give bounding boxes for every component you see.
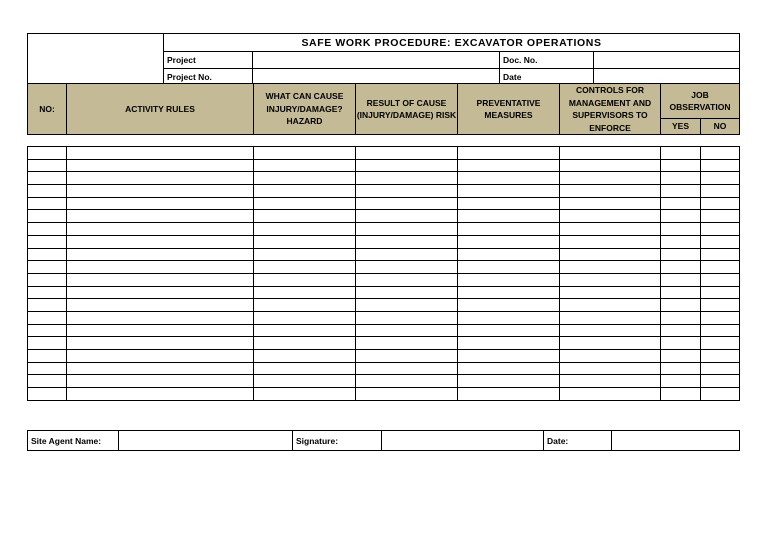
no-answer-cell[interactable] <box>701 223 740 236</box>
controls-cell[interactable] <box>560 197 661 210</box>
controls-cell[interactable] <box>560 261 661 274</box>
preventative-cell[interactable] <box>458 210 560 223</box>
controls-cell[interactable] <box>560 375 661 388</box>
table-row <box>28 159 740 172</box>
activity-cell[interactable] <box>67 261 254 274</box>
yes-cell[interactable] <box>661 337 701 350</box>
preventative-cell[interactable] <box>458 311 560 324</box>
column-headers <box>27 83 740 135</box>
risk-cell[interactable] <box>356 337 458 350</box>
hazard-cell[interactable] <box>254 375 356 388</box>
table-row <box>28 197 740 210</box>
preventative-cell[interactable] <box>458 273 560 286</box>
risk-cell[interactable] <box>356 299 458 312</box>
no-cell[interactable] <box>28 159 67 172</box>
no-answer-cell[interactable] <box>701 172 740 185</box>
no-cell[interactable] <box>28 185 67 198</box>
no-answer-cell[interactable] <box>701 375 740 388</box>
yes-cell[interactable] <box>661 324 701 337</box>
controls-cell[interactable] <box>560 337 661 350</box>
table-row <box>28 324 740 337</box>
table-row <box>28 337 740 350</box>
risk-cell[interactable] <box>356 261 458 274</box>
hazard-cell[interactable] <box>254 223 356 236</box>
table-row <box>28 299 740 312</box>
activity-cell[interactable] <box>67 362 254 375</box>
project-no-label: Project No. <box>164 69 253 86</box>
activity-cell[interactable] <box>67 223 254 236</box>
preventative-cell[interactable] <box>458 299 560 312</box>
hazard-cell[interactable] <box>254 172 356 185</box>
hazard-cell[interactable] <box>254 197 356 210</box>
preventative-cell[interactable] <box>458 286 560 299</box>
col-job-observation: JOB OBSERVATION <box>661 84 740 119</box>
hazard-cell[interactable] <box>254 388 356 401</box>
yes-cell[interactable] <box>661 273 701 286</box>
activity-cell[interactable] <box>67 248 254 261</box>
no-cell[interactable] <box>28 286 67 299</box>
hazard-cell[interactable] <box>254 210 356 223</box>
table-row <box>28 261 740 274</box>
table-row <box>28 375 740 388</box>
risk-cell[interactable] <box>356 273 458 286</box>
no-answer-cell[interactable] <box>701 286 740 299</box>
preventative-cell[interactable] <box>458 172 560 185</box>
site-agent-input[interactable] <box>119 431 293 451</box>
no-cell[interactable] <box>28 324 67 337</box>
preventative-cell[interactable] <box>458 337 560 350</box>
risk-cell[interactable] <box>356 235 458 248</box>
risk-cell[interactable] <box>356 223 458 236</box>
col-yes: YES <box>661 119 701 135</box>
hazard-cell[interactable] <box>254 273 356 286</box>
no-cell[interactable] <box>28 299 67 312</box>
controls-cell[interactable] <box>560 273 661 286</box>
table-row <box>28 147 740 160</box>
risk-cell[interactable] <box>356 172 458 185</box>
footer-date-input[interactable] <box>612 431 740 451</box>
table-row <box>28 388 740 401</box>
preventative-cell[interactable] <box>458 388 560 401</box>
doc-no-input[interactable] <box>594 52 740 69</box>
preventative-cell[interactable] <box>458 261 560 274</box>
activity-cell[interactable] <box>67 388 254 401</box>
yes-cell[interactable] <box>661 197 701 210</box>
hazard-cell[interactable] <box>254 362 356 375</box>
yes-cell[interactable] <box>661 350 701 363</box>
risk-cell[interactable] <box>356 375 458 388</box>
activity-cell[interactable] <box>67 337 254 350</box>
no-answer-cell[interactable] <box>701 235 740 248</box>
hazard-cell[interactable] <box>254 299 356 312</box>
risk-cell[interactable] <box>356 350 458 363</box>
preventative-cell[interactable] <box>458 147 560 160</box>
project-label: Project <box>164 52 253 69</box>
no-cell[interactable] <box>28 235 67 248</box>
no-answer-cell[interactable] <box>701 388 740 401</box>
hazard-cell[interactable] <box>254 311 356 324</box>
activity-cell[interactable] <box>67 324 254 337</box>
activity-cell[interactable] <box>67 286 254 299</box>
col-risk: RESULT OF CAUSE (INJURY/DAMAGE) RISK <box>356 84 458 135</box>
controls-cell[interactable] <box>560 223 661 236</box>
preventative-cell[interactable] <box>458 185 560 198</box>
risk-cell[interactable] <box>356 286 458 299</box>
controls-cell[interactable] <box>560 350 661 363</box>
activity-cell[interactable] <box>67 172 254 185</box>
no-cell[interactable] <box>28 350 67 363</box>
yes-cell[interactable] <box>661 286 701 299</box>
activity-cell[interactable] <box>67 235 254 248</box>
preventative-cell[interactable] <box>458 235 560 248</box>
no-answer-cell[interactable] <box>701 159 740 172</box>
col-preventative: PREVENTATIVE MEASURES <box>458 84 560 135</box>
yes-cell[interactable] <box>661 311 701 324</box>
hazard-cell[interactable] <box>254 350 356 363</box>
activity-cell[interactable] <box>67 299 254 312</box>
no-answer-cell[interactable] <box>701 147 740 160</box>
controls-cell[interactable] <box>560 311 661 324</box>
hazard-cell[interactable] <box>254 159 356 172</box>
table-row <box>28 235 740 248</box>
table-row <box>28 210 740 223</box>
logo-area <box>28 34 164 86</box>
no-answer-cell[interactable] <box>701 337 740 350</box>
col-no-answer: NO <box>701 119 740 135</box>
activity-cell[interactable] <box>67 197 254 210</box>
risk-cell[interactable] <box>356 185 458 198</box>
no-answer-cell[interactable] <box>701 362 740 375</box>
project-input[interactable] <box>253 52 500 69</box>
no-answer-cell[interactable] <box>701 261 740 274</box>
yes-cell[interactable] <box>661 172 701 185</box>
risk-cell[interactable] <box>356 388 458 401</box>
col-controls: CONTROLS FOR MANAGEMENT AND SUPERVISORS TO ENFORCE <box>560 84 661 135</box>
controls-cell[interactable] <box>560 299 661 312</box>
yes-cell[interactable] <box>661 185 701 198</box>
document-title: SAFE WORK PROCEDURE: EXCAVATOR OPERATIONS <box>164 34 740 52</box>
no-answer-cell[interactable] <box>701 299 740 312</box>
hazard-cell[interactable] <box>254 337 356 350</box>
hazard-cell[interactable] <box>254 286 356 299</box>
date-label: Date <box>500 69 594 86</box>
preventative-cell[interactable] <box>458 197 560 210</box>
document-header <box>27 33 740 86</box>
procedure-grid <box>27 146 740 401</box>
no-cell[interactable] <box>28 311 67 324</box>
preventative-cell[interactable] <box>458 248 560 261</box>
controls-cell[interactable] <box>560 388 661 401</box>
table-row <box>28 273 740 286</box>
risk-cell[interactable] <box>356 147 458 160</box>
no-cell[interactable] <box>28 147 67 160</box>
activity-cell[interactable] <box>67 273 254 286</box>
hazard-cell[interactable] <box>254 235 356 248</box>
table-row <box>28 286 740 299</box>
no-cell[interactable] <box>28 337 67 350</box>
risk-cell[interactable] <box>356 248 458 261</box>
no-cell[interactable] <box>28 362 67 375</box>
activity-cell[interactable] <box>67 159 254 172</box>
no-cell[interactable] <box>28 210 67 223</box>
hazard-cell[interactable] <box>254 324 356 337</box>
hazard-cell[interactable] <box>254 261 356 274</box>
no-cell[interactable] <box>28 248 67 261</box>
no-cell[interactable] <box>28 375 67 388</box>
controls-cell[interactable] <box>560 286 661 299</box>
hazard-cell[interactable] <box>254 147 356 160</box>
no-cell[interactable] <box>28 388 67 401</box>
yes-cell[interactable] <box>661 159 701 172</box>
yes-cell[interactable] <box>661 362 701 375</box>
signoff-footer <box>27 430 740 451</box>
yes-cell[interactable] <box>661 248 701 261</box>
preventative-cell[interactable] <box>458 159 560 172</box>
no-answer-cell[interactable] <box>701 324 740 337</box>
table-row <box>28 185 740 198</box>
controls-cell[interactable] <box>560 159 661 172</box>
preventative-cell[interactable] <box>458 375 560 388</box>
table-row <box>28 362 740 375</box>
no-answer-cell[interactable] <box>701 197 740 210</box>
preventative-cell[interactable] <box>458 223 560 236</box>
activity-cell[interactable] <box>67 350 254 363</box>
yes-cell[interactable] <box>661 299 701 312</box>
risk-cell[interactable] <box>356 311 458 324</box>
footer-date-label: Date: <box>544 431 612 451</box>
yes-cell[interactable] <box>661 223 701 236</box>
yes-cell[interactable] <box>661 147 701 160</box>
preventative-cell[interactable] <box>458 350 560 363</box>
table-row <box>28 248 740 261</box>
doc-no-label: Doc. No. <box>500 52 594 69</box>
risk-cell[interactable] <box>356 210 458 223</box>
signature-input[interactable] <box>382 431 544 451</box>
no-answer-cell[interactable] <box>701 311 740 324</box>
no-answer-cell[interactable] <box>701 350 740 363</box>
risk-cell[interactable] <box>356 362 458 375</box>
controls-cell[interactable] <box>560 324 661 337</box>
table-row <box>28 223 740 236</box>
yes-cell[interactable] <box>661 261 701 274</box>
no-cell[interactable] <box>28 261 67 274</box>
preventative-cell[interactable] <box>458 362 560 375</box>
controls-cell[interactable] <box>560 185 661 198</box>
risk-cell[interactable] <box>356 159 458 172</box>
activity-cell[interactable] <box>67 147 254 160</box>
table-row <box>28 172 740 185</box>
no-cell[interactable] <box>28 223 67 236</box>
controls-cell[interactable] <box>560 362 661 375</box>
yes-cell[interactable] <box>661 235 701 248</box>
yes-cell[interactable] <box>661 375 701 388</box>
no-cell[interactable] <box>28 172 67 185</box>
activity-cell[interactable] <box>67 311 254 324</box>
no-cell[interactable] <box>28 197 67 210</box>
controls-cell[interactable] <box>560 147 661 160</box>
risk-cell[interactable] <box>356 197 458 210</box>
no-answer-cell[interactable] <box>701 248 740 261</box>
no-answer-cell[interactable] <box>701 210 740 223</box>
activity-cell[interactable] <box>67 185 254 198</box>
activity-cell[interactable] <box>67 375 254 388</box>
preventative-cell[interactable] <box>458 324 560 337</box>
table-row <box>28 311 740 324</box>
yes-cell[interactable] <box>661 388 701 401</box>
hazard-cell[interactable] <box>254 185 356 198</box>
col-activity-rules: ACTIVITY RULES <box>67 84 254 135</box>
col-hazard: WHAT CAN CAUSE INJURY/DAMAGE? HAZARD <box>254 84 356 135</box>
yes-cell[interactable] <box>661 210 701 223</box>
col-no: NO: <box>28 84 67 135</box>
hazard-cell[interactable] <box>254 248 356 261</box>
signature-label: Signature: <box>293 431 382 451</box>
no-answer-cell[interactable] <box>701 185 740 198</box>
risk-cell[interactable] <box>356 324 458 337</box>
controls-cell[interactable] <box>560 248 661 261</box>
controls-cell[interactable] <box>560 172 661 185</box>
no-cell[interactable] <box>28 273 67 286</box>
table-row <box>28 350 740 363</box>
controls-cell[interactable] <box>560 210 661 223</box>
controls-cell[interactable] <box>560 235 661 248</box>
activity-cell[interactable] <box>67 210 254 223</box>
site-agent-label: Site Agent Name: <box>28 431 119 451</box>
no-answer-cell[interactable] <box>701 273 740 286</box>
